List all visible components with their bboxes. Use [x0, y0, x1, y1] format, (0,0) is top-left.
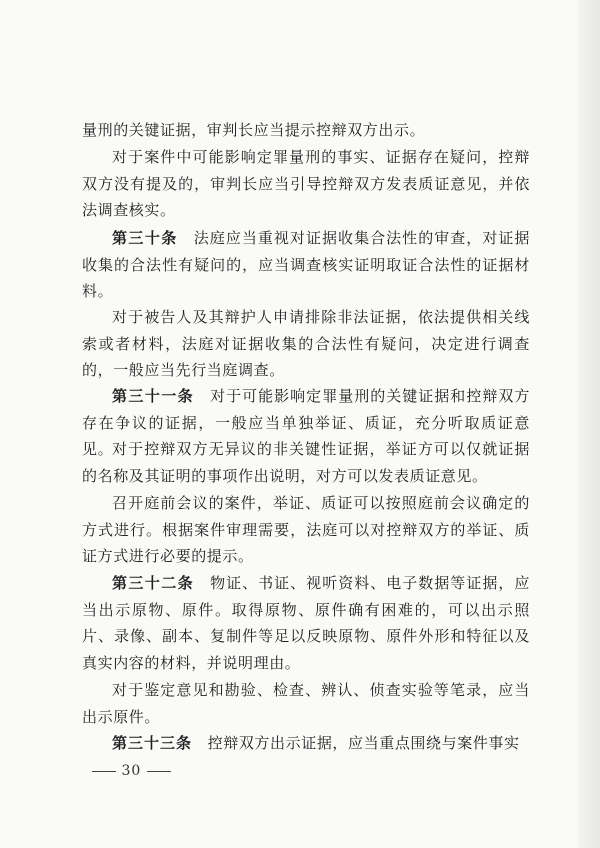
page-number-value: 30 [121, 763, 142, 779]
article-32 [82, 570, 530, 676]
paragraph-text: 量刑的关键证据，审判长应当提示控辩双方出示。 [82, 121, 426, 139]
paragraph-6 [82, 436, 530, 489]
paragraph-text: 法庭应当重视对证据收集合法性的审查，对证据收集的合法性有疑问的，应当调查核实证明取证合法性的证据材料。 [82, 229, 530, 300]
article-label: 第三十二条 [112, 574, 195, 592]
paragraph-text: 控辩双方出示证据，应当重点围绕与案件事实 [207, 734, 520, 752]
paragraph-4 [82, 304, 530, 384]
dash-left [92, 771, 116, 772]
page-number [92, 763, 171, 779]
paragraph-1 [82, 117, 530, 144]
paragraph-text: 对于控辩双方无异议的非关键性证据，举证方可以仅就证据的名称及其证明的事项作出说明，对方可以发表质证意见。 [82, 440, 530, 485]
dash-right [147, 771, 171, 772]
paragraph-9 [82, 677, 530, 730]
article-33 [82, 730, 530, 757]
paragraph-text: 对于可能影响定罪量刑的关键证据和控辩双方存在争议的证据，一般应当单独举证、质证，充分听取质证意见。 [82, 387, 530, 458]
page-edge-shadow [578, 0, 600, 848]
paragraph-text: 物证、书证、视听资料、电子数据等证据，应当出示原物、原件。取得原物、原件确有困难的，可以出示照片、录像、副本、复制件等足以反映原物、原件外形和特征以及真实内容的材料，并说明理由。 [82, 574, 530, 672]
paragraph-text: 召开庭前会议的案件，举证、质证可以按照庭前会议确定的方式进行。根据案件审理需要，法庭可以对控辩双方的举证、质证方式进行必要的提示。 [82, 494, 530, 565]
article-label: 第三十一条 [112, 387, 195, 405]
paragraph-text: 对于鉴定意见和勘验、检查、辨认、侦查实验等笔录，应当出示原件。 [82, 681, 530, 726]
article-30 [82, 225, 530, 305]
paragraph-7 [82, 490, 530, 570]
paragraph-text: 对于被告人及其辩护人申请排除非法证据，依法提供相关线索或者材料，法庭对证据收集的合法性有疑问，决定进行调查的，一般应当先行当庭调查。 [82, 308, 530, 379]
article-label: 第三十三条 [112, 734, 193, 752]
article-label: 第三十条 [112, 229, 178, 247]
paragraph-2 [82, 144, 530, 224]
paragraph-text: 对于案件中可能影响定罪量刑的事实、证据存在疑问，控辩双方没有提及的，审判长应当引导控辩双方发表质证意见，并依法调查核实。 [82, 148, 530, 219]
